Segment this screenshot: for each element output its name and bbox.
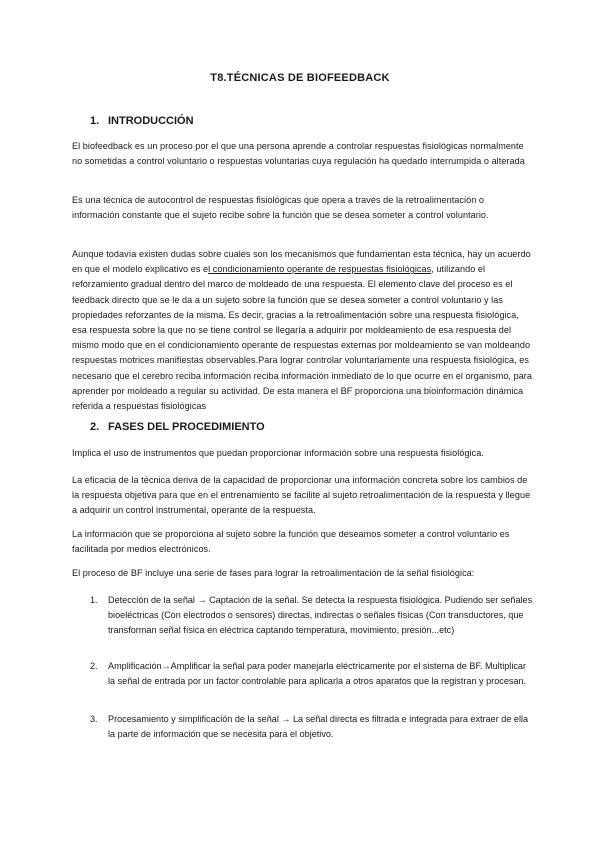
document-title: T8.TÉCNICAS DE BIOFEEDBACK [210, 72, 390, 84]
list-item [90, 593, 534, 639]
list-item-number: 3. [90, 714, 98, 724]
section-heading-fases [90, 421, 265, 433]
list-item [90, 659, 534, 689]
list-item-text: Detección de la señal → Captación de la señal. Se detecta la respuesta fisiológica. Pudiendo ser señales bioeléctricas (Con electrodos o sensores) directas, indirectas o señales físicas (Con transductores, que transforman señal física en eléctrica captando temperatura, movimiento, presión...etc) [108, 595, 533, 636]
list-item-number: 2. [90, 661, 98, 671]
fases-paragraph-4: El proceso de BF incluye una serie de fases para lograr la retroalimentación de la señal fisiológica: [72, 568, 475, 578]
list-item [90, 712, 534, 742]
fases-paragraph-2: La eficacia de la técnica deriva de la capacidad de proporcionar una información concreta sobre los cambios de la respuesta objetiva para que en el entrenamiento se facilite al sujeto retroalimentación de la respuesta y llegue a adquirir un control instrumental, operante de la respuesta. [72, 475, 531, 516]
intro-paragraph-1: El biofeedback es un proceso por el que una persona aprende a controlar respuestas fisiológicas normalmente no sometidas a control voluntario o respuestas voluntarias cuya regulación ha quedado interrumpida o alterada [72, 141, 525, 167]
intro-paragraph-3-rest: , utilizando el reforzamiento gradual dentro del marco de moldeado de una respuesta. El elemento clave del proceso es el feedback directo que se le da a un sujeto sobre la función que se desea someter a control voluntario y las propiedades reforzantes de la misma. Es decir, gracias a la retroalimentación sobre una respuesta fisiológica, esa respuesta sobre la que no se tiene control se llegaría a adquirir por moldeamiento de esa respuesta del mismo modo que en el condicionamiento operante de respuestas externas por moldeamiento se van moldeando respuestas motrices manifiestas observables.Para lograr controlar voluntariamente una respuesta fisiológica, es necesario que el cerebro reciba información reciba información inmediato de lo que ocurre en el organismo, para aprender por moldeado a regular su actividad. De esta manera el BF proporciona una bioinformación dinámica referida a respuestas fisiológicas [72, 264, 532, 412]
section-title: FASES DEL PROCEDIMIENTO [108, 421, 265, 433]
section-number: 1. [90, 115, 100, 127]
list-item-number: 1. [90, 595, 98, 605]
section-heading-introduccion [90, 115, 194, 127]
intro-paragraph-3 [72, 247, 534, 414]
intro-paragraph-2: Es una técnica de autocontrol de respuestas fisiológicas que opera a través de la retroalimentación o información constante que el sujeto recibe sobre la función que se desea someter a control voluntario. [72, 195, 489, 221]
fases-paragraph-1: Implica el uso de instrumentos que puedan proporcionar información sobre una respuesta fisiológica. [72, 448, 484, 458]
section-number: 2. [90, 421, 100, 433]
fases-paragraph-3: La información que se proporciona al sujeto sobre la función que deseamos someter a control voluntario es facilitada por medios electrónicos. [72, 529, 510, 555]
list-item-text: Procesamiento y simplificación de la señal → La señal directa es filtrada e integrada para extraer de ella la parte de información que se necesita para el objetivo. [108, 714, 529, 740]
intro-paragraph-3-start: Aunque todavía existen dudas sobre cuales son los mecanismos que fundamentan esta técnica, hay un acuerdo en que el modelo explicativo es e [72, 249, 531, 275]
operant-conditioning-link[interactable]: l condicionamiento operante de respuestas fisiológicas [208, 264, 432, 275]
section-title: INTRODUCCIÓN [108, 115, 194, 127]
list-item-text: Amplificación→Amplificar la señal para poder manejarla eléctricamente por el sistema de BF. Multiplicar la señal de entrada por un factor controlable para aplicarla a otros aparatos que la registran y procesan. [108, 661, 527, 687]
